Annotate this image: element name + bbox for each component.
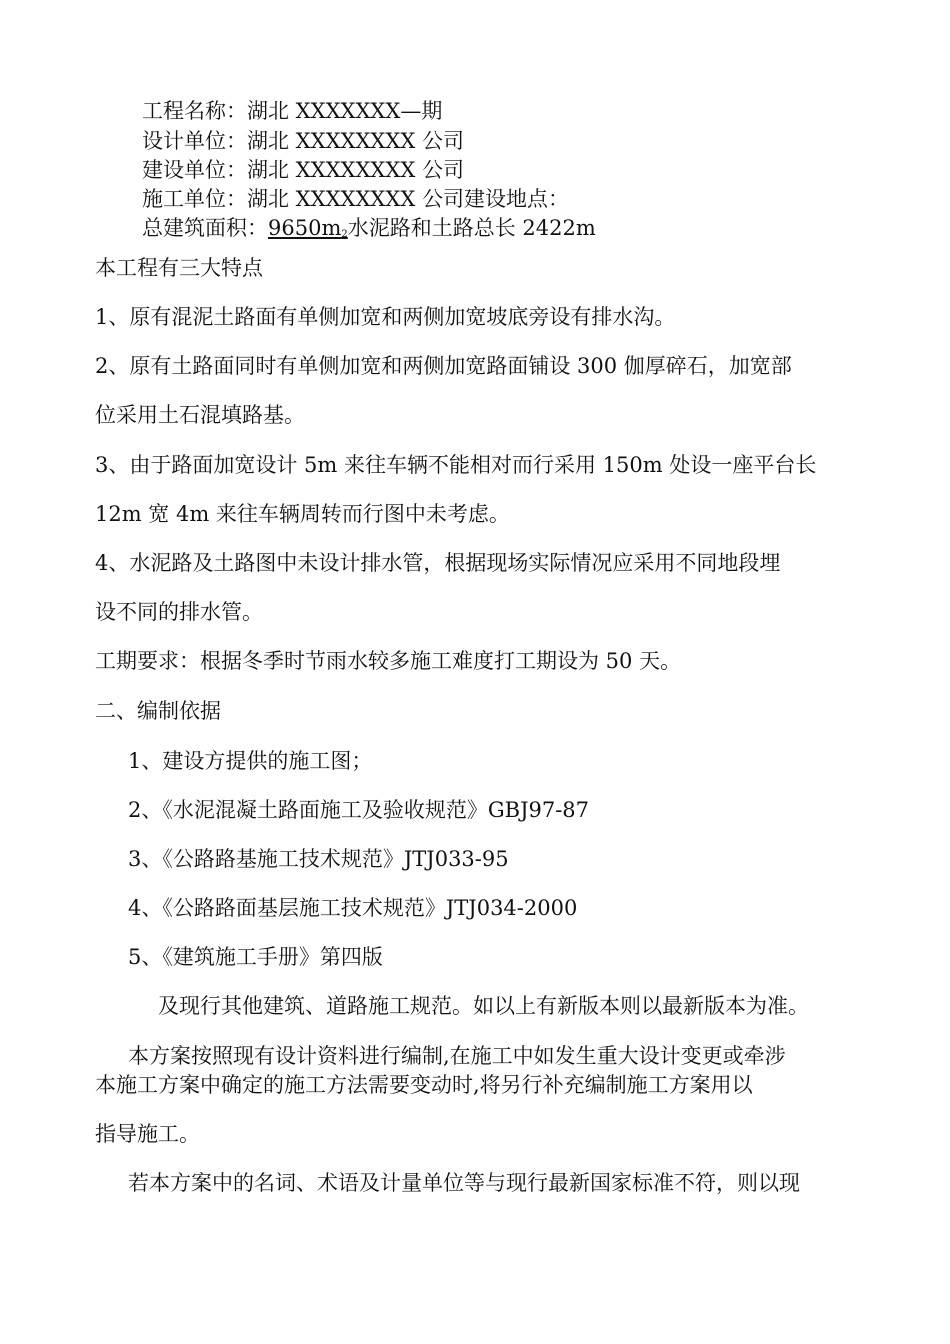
project-name: 工程名称：湖北 XXXXXXX—期 <box>142 99 443 123</box>
total-area-label: 总建筑面积： <box>142 216 268 240</box>
basis-item-5: 5、《建筑施工手册》第四版 <box>128 945 383 969</box>
schedule-requirement: 工期要求：根据冬季时节雨水较多施工难度打工期设为 50 天。 <box>95 649 682 673</box>
basis-paragraph-3-line-1: 若本方案中的名词、术语及计量单位等与现行最新国家标准不符，则以现 <box>128 1171 800 1195</box>
basis-item-3: 3、《公路路基施工技术规范》JTJ033-95 <box>128 847 509 871</box>
basis-item-1: 1、建设方提供的施工图； <box>128 749 373 773</box>
feature-item-1: 1、原有混泥土路面有单侧加宽和两侧加宽坡底旁设有排水沟。 <box>95 305 676 329</box>
basis-paragraph-2-line-3: 指导施工。 <box>95 1122 200 1146</box>
feature-item-2-line-2: 位采用土石混填路基。 <box>95 403 305 427</box>
design-unit: 设计单位：湖北 XXXXXXXX 公司 <box>142 129 464 153</box>
features-heading: 本工程有三大特点 <box>95 256 263 280</box>
feature-item-3-line-1: 3、由于路面加宽设计 5m 来往车辆不能相对而行采用 150m 处设一座平台长 <box>95 453 817 477</box>
basis-paragraph-2-line-2: 本施工方案中确定的施工方法需要变动时,将另行补充编制施工方案用以 <box>95 1073 753 1097</box>
basis-item-2: 2、《水泥混凝土路面施工及验收规范》GBJ97-87 <box>128 798 590 822</box>
total-area-suffix: 水泥路和土路总长 2422m <box>347 216 596 240</box>
build-unit: 建设单位：湖北 XXXXXXXX 公司 <box>142 158 464 182</box>
total-area-value: 9650m2 <box>268 216 348 240</box>
feature-item-2-line-1: 2、原有土路面同时有单侧加宽和两侧加宽路面铺设 300 伽厚碎石，加宽部 <box>95 354 792 378</box>
basis-paragraph-2-line-1: 本方案按照现有设计资料进行编制,在施工中如发生重大设计变更或牵涉 <box>128 1044 786 1068</box>
feature-item-3-line-2: 12m 宽 4m 来往车辆周转而行图中未考虑。 <box>95 502 510 526</box>
basis-paragraph-1: 及现行其他建筑、道路施工规范。如以上有新版本则以最新版本为准。 <box>158 994 809 1018</box>
total-area <box>142 218 596 240</box>
feature-item-4-line-2: 设不同的排水管。 <box>95 600 263 624</box>
feature-item-4-line-1: 4、水泥路及土路图中未设计排水管，根据现场实际情况应采用不同地段埋 <box>95 551 781 575</box>
construction-unit: 施工单位：湖北 XXXXXXXX 公司建设地点： <box>142 187 569 211</box>
basis-item-4: 4、《公路路面基层施工技术规范》JTJ034-2000 <box>128 896 578 920</box>
basis-heading: 二、编制依据 <box>95 699 221 723</box>
